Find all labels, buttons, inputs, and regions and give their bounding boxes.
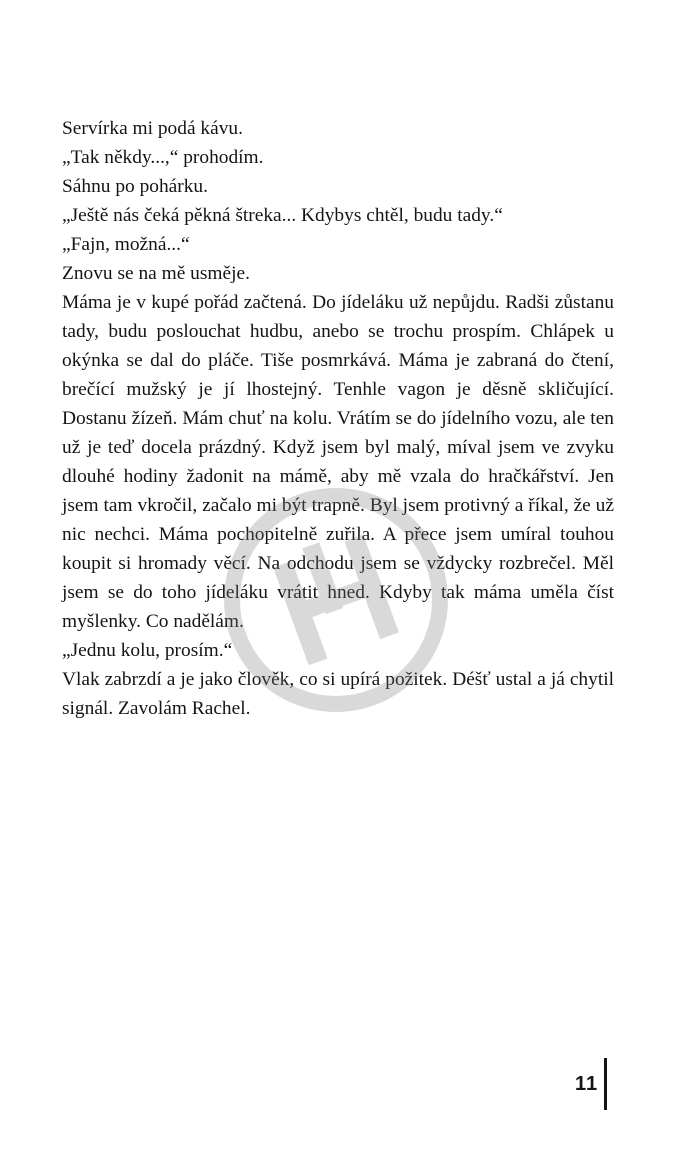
folio-rule: [604, 1058, 607, 1110]
paragraph-6: Znovu se na mě usměje.: [62, 263, 250, 284]
paragraph-2: „Tak někdy...,“ prohodím.: [62, 147, 264, 168]
page-number: 11: [575, 1072, 599, 1095]
paragraph-4: „Ještě nás čeká pěkná štreka... Kdybys chtěl, budu tady.“: [62, 205, 503, 226]
body-text: [62, 114, 614, 723]
paragraph-3: Sáhnu po pohárku.: [62, 176, 208, 197]
paragraph-7: Máma je v kupé pořád začtená. Do jídeláku už nepůjdu. Radši zůstanu tady, budu poslouchat hudbu, anebo se trochu prospím. Chlápek u okýnka se dal do pláče. Tiše posmrkává. Máma je zabraná do čtení, brečící mužský je jí lhostejný. Tenhle vagon je děsně skličující. Dostanu žízeň. Mám chuť na kolu. Vrátím se do jídelního vozu, ale ten už je teď docela prázdný. Když jsem byl malý, míval jsem ve zvyku dlouhé hodiny žadonit na mámě, aby mě vzala do hračkářství. Jen jsem tam vkročil, začalo mi být trapně. Byl jsem protivný a říkal, že už nic nechci. Máma pochopitelně zuřila. A přece jsem umíral touhou koupit si hromady věcí. Na odchodu jsem se vždycky rozbrečel. Měl jsem se do toho jídeláku vrátit hned. Kdyby tak máma uměla číst myšlenky. Co nadělám.: [62, 292, 614, 632]
paragraph-5: „Fajn, možná...“: [62, 234, 190, 255]
paragraph-8: „Jednu kolu, prosím.“: [62, 640, 233, 661]
page-number-folio: [575, 1058, 607, 1110]
paragraph-9: Vlak zabrzdí a je jako člověk, co si upírá požitek. Déšť ustal a já chytil signál. Zavolám Rachel.: [62, 669, 614, 719]
paragraph-1: Servírka mi podá kávu.: [62, 118, 243, 139]
